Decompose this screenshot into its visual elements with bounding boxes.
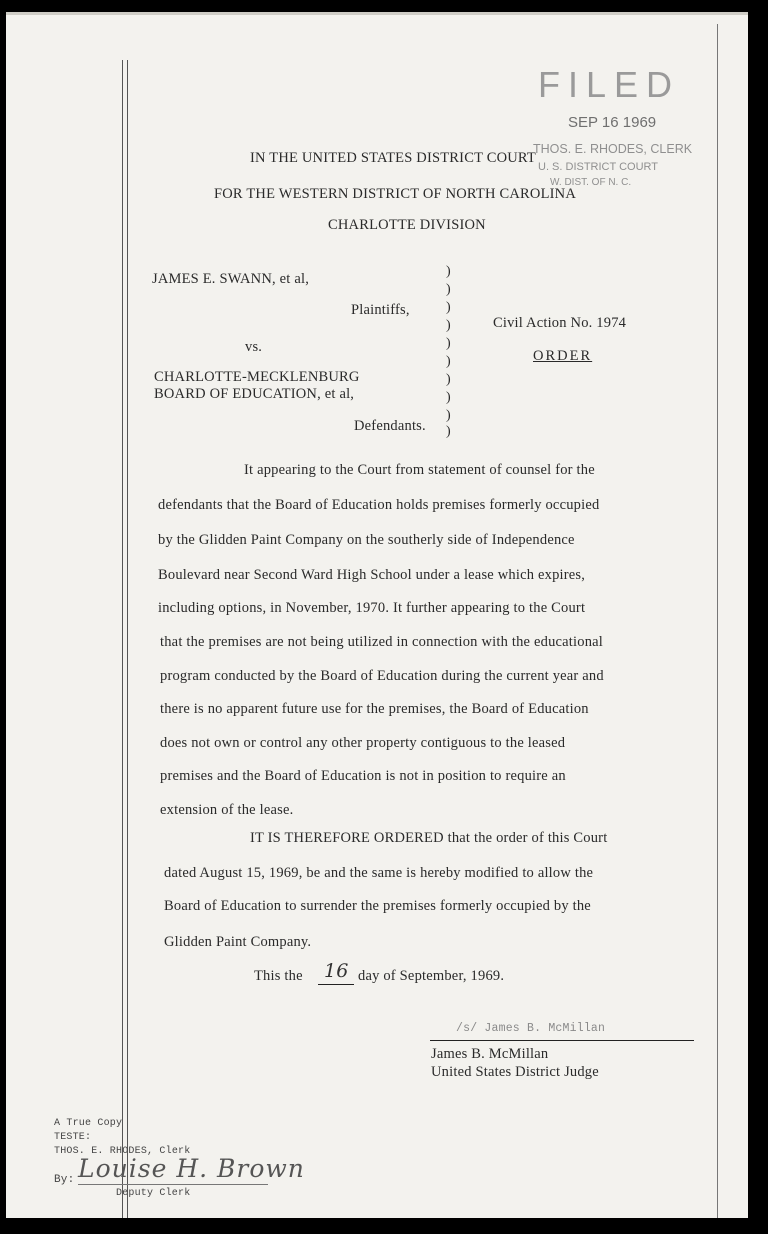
body-text-line: including options, in November, 1970. It further appearing to the Court xyxy=(158,600,586,616)
caption-parenthesis: ) xyxy=(446,424,451,439)
body-text-line: Boulevard near Second Ward High School under a lease which expires, xyxy=(158,567,586,583)
deputy-clerk-signature: Louise H. Brown xyxy=(78,1154,305,1183)
body-text-line: program conducted by the Board of Education during the current year and xyxy=(160,668,604,684)
left-margin-line-inner xyxy=(127,60,128,1218)
caption-parenthesis: ) xyxy=(446,264,451,279)
caption-parenthesis: ) xyxy=(446,408,451,423)
attestation-by-label: By: xyxy=(54,1174,75,1186)
caption-plaintiff-role: Plaintiffs, xyxy=(351,302,410,318)
date-day-underline xyxy=(318,984,354,985)
civil-action-number: Civil Action No. 1974 xyxy=(493,315,627,331)
judge-title: United States District Judge xyxy=(431,1064,599,1080)
caption-defendant-role: Defendants. xyxy=(354,418,426,434)
body-text-line: premises and the Board of Education is not in position to require an xyxy=(160,768,566,784)
body-text-line: It appearing to the Court from statement of counsel for the xyxy=(244,462,595,478)
conformed-signature: /s/ James B. McMillan xyxy=(456,1022,606,1035)
left-margin-line-outer xyxy=(122,60,123,1218)
body-text-line: extension of the lease. xyxy=(160,802,294,818)
right-margin-line xyxy=(717,24,718,1218)
body-text-line: defendants that the Board of Education holds premises formerly occupied xyxy=(158,497,600,513)
body-text-line: by the Glidden Paint Company on the southerly side of Independence xyxy=(158,532,575,548)
court-header-line-1: IN THE UNITED STATES DISTRICT COURT xyxy=(250,150,536,166)
order-title: ORDER xyxy=(533,348,593,364)
caption-parenthesis: ) xyxy=(446,282,451,297)
body-text-line: does not own or control any other property contiguous to the leased xyxy=(160,735,566,751)
body-text-line: Board of Education to surrender the premises formerly occupied by the xyxy=(164,898,591,914)
body-text-line: dated August 15, 1969, be and the same is hereby modified to allow the xyxy=(164,865,594,881)
caption-vs: vs. xyxy=(245,339,263,355)
caption-parenthesis: ) xyxy=(446,390,451,405)
body-text-line: there is no apparent future use for the premises, the Board of Education xyxy=(160,701,589,717)
body-text-line: Glidden Paint Company. xyxy=(164,934,312,950)
deputy-signature-line xyxy=(78,1184,268,1185)
caption-plaintiff: JAMES E. SWANN, et al, xyxy=(152,271,310,287)
body-text-line: that the premises are not being utilized in connection with the educational xyxy=(160,634,604,650)
order-date-suffix: day of September, 1969. xyxy=(358,968,505,984)
court-header-line-2: FOR THE WESTERN DISTRICT OF NORTH CAROLINA xyxy=(214,186,576,202)
caption-parenthesis: ) xyxy=(446,354,451,369)
caption-parenthesis: ) xyxy=(446,318,451,333)
attestation-teste: TESTE: xyxy=(54,1132,92,1143)
page-top-edge xyxy=(6,12,748,15)
attestation-deputy-clerk: Deputy Clerk xyxy=(116,1188,191,1199)
attestation-true-copy: A True Copy xyxy=(54,1118,123,1129)
judge-name: James B. McMillan xyxy=(431,1046,549,1062)
order-date-day: 16 xyxy=(324,960,349,982)
filed-stamp-date: SEP 16 1969 xyxy=(568,114,657,131)
filed-stamp-district: W. DIST. OF N. C. xyxy=(550,177,632,188)
filed-stamp-court: U. S. DISTRICT COURT xyxy=(538,161,658,173)
document-page xyxy=(6,12,748,1218)
order-date-prefix: This the xyxy=(254,968,303,984)
attestation-clerk: THOS. E. RHODES, Clerk xyxy=(54,1146,191,1157)
court-header-line-3: CHARLOTTE DIVISION xyxy=(328,217,486,233)
caption-parenthesis: ) xyxy=(446,336,451,351)
signature-line xyxy=(430,1040,694,1041)
caption-parenthesis: ) xyxy=(446,300,451,315)
filed-stamp-title: FILED xyxy=(538,64,681,105)
filed-stamp-clerk: THOS. E. RHODES, CLERK xyxy=(533,142,693,156)
body-text-line: IT IS THEREFORE ORDERED that the order of this Court xyxy=(250,830,608,846)
caption-defendant-line-2: BOARD OF EDUCATION, et al, xyxy=(154,386,355,402)
caption-parenthesis: ) xyxy=(446,372,451,387)
caption-defendant-line-1: CHARLOTTE-MECKLENBURG xyxy=(154,369,360,385)
